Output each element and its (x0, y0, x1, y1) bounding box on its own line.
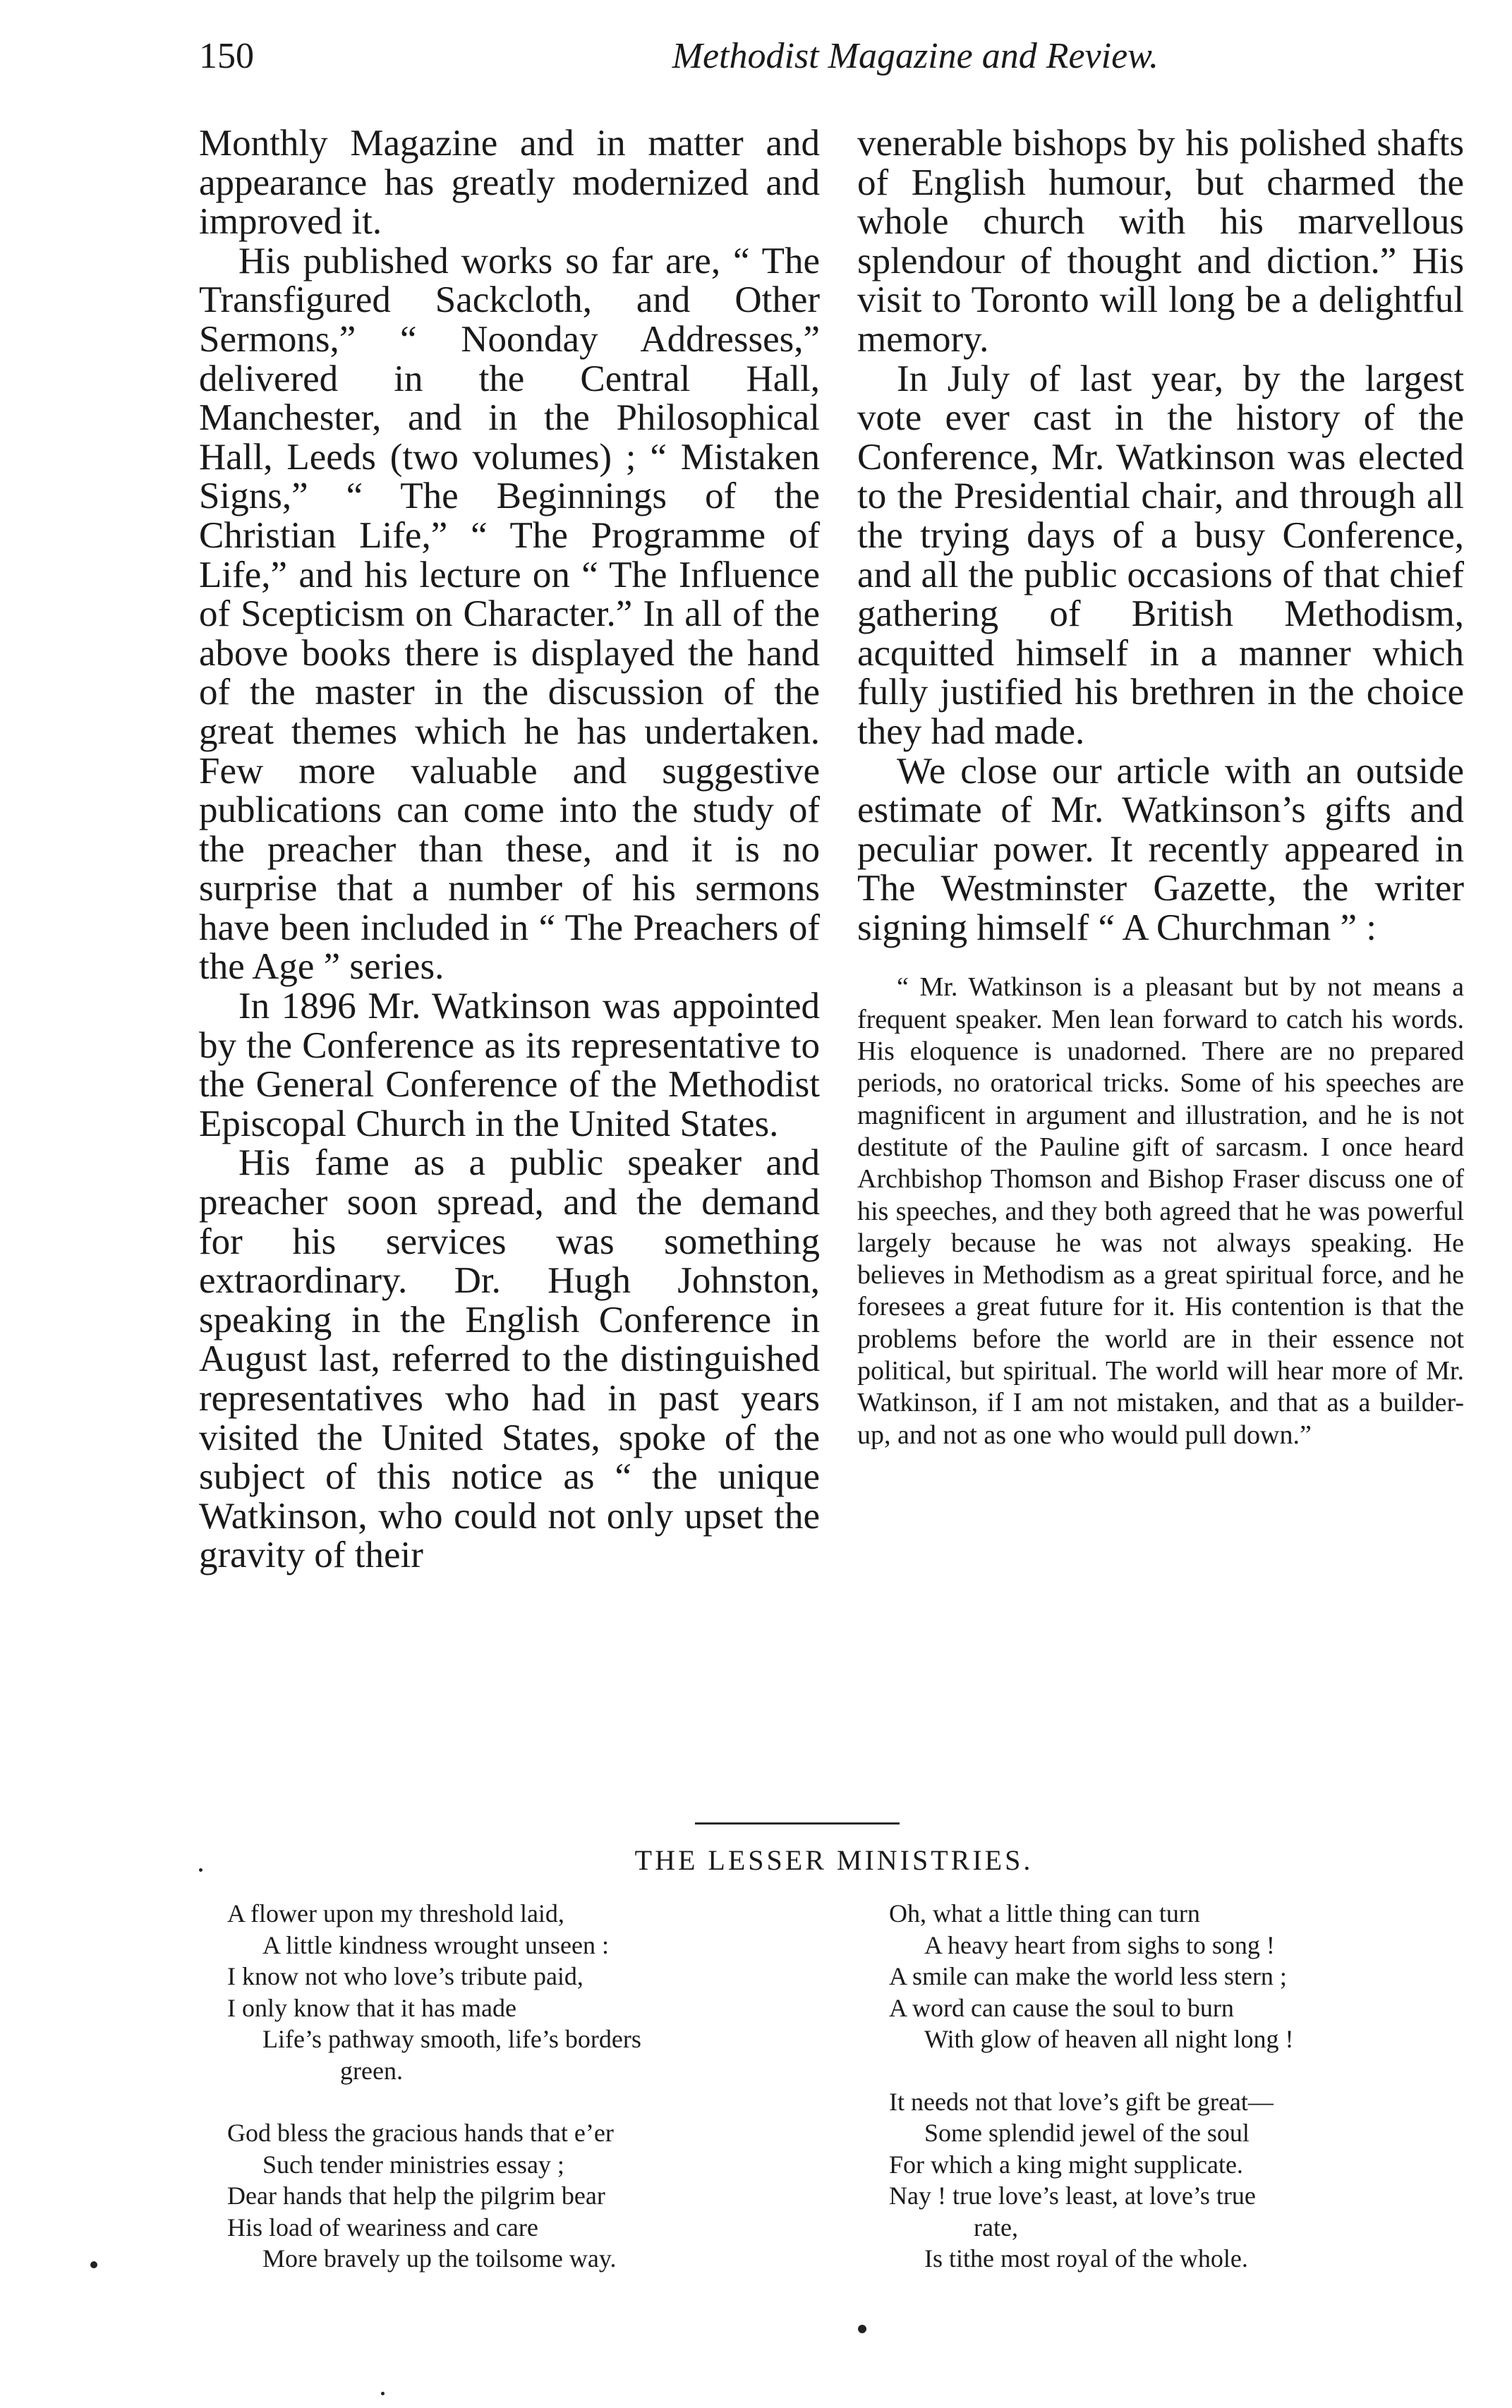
journal-title: Methodist Magazine and Review. (672, 36, 1159, 76)
poem-line: Oh, what a little thing can turn (889, 1899, 1200, 1928)
section-divider (695, 1822, 900, 1825)
poem-line: With glow of heaven all night long ! (924, 2025, 1294, 2053)
poem-line: More bravely up the toilsome way. (262, 2244, 617, 2273)
poem-line: A smile can make the world less stern ; (889, 1962, 1287, 1990)
poem-line: rate, (974, 2213, 1018, 2241)
article-paragraph: In July of last year, by the largest vote ever cast in the history of the Conference, Mr. Watkinson was elected to the Presidential chair, and through all the trying days of a busy Conference, and all the public occasions of that chief gathering of British Methodism, acquitted himself in a manner which fully justified his brethren in the choice they had made. (857, 358, 1464, 752)
article-paragraph: venerable bishops by his polished shafts of English humour, but charmed the whole church with his marvellous splendour of thought and diction.” His visit to Toronto will long be a delightful memory. (857, 123, 1464, 360)
poem-line: Nay ! true love’s least, at love’s true (889, 2182, 1256, 2210)
poem-line: For which a king might supplicate. (889, 2150, 1243, 2179)
poem-line: Is tithe most royal of the whole. (924, 2244, 1248, 2273)
poem-line: I know not who love’s tribute paid, (227, 1962, 583, 1990)
ink-speck (90, 2261, 97, 2268)
ink-speck (858, 2325, 866, 2333)
article-paragraph: His published works so far are, “ The Transfigured Sackcloth, and Other Sermons,” “ Noonday Addresses,” delivered in the Central Hall, Manchester, and in the Philosophical Hall, Leeds (two volumes) ; “ Mistaken Signs,” “ The Beginnings of the Christian Life,” “ The Programme of Life,” and his lecture on “ The Influence of Scepticism on Character.” In all of the above books there is displayed the hand of the master in the discussion of the great themes which he has undertaken. Few more valuable and suggestive publications can come into the study of the preacher than these, and it is no surprise that a number of his sermons have been included in “ The Preachers of the Age ” series. (199, 240, 820, 988)
poem-title: THE LESSER MINISTRIES. (634, 1844, 1034, 1876)
poem-right-column (889, 1898, 1293, 2275)
poem-line: God bless the gracious hands that e’er (227, 2119, 614, 2147)
churchman-quote (857, 972, 1464, 1451)
article-paragraph: In 1896 Mr. Watkinson was appointed by the Conference as its representative to the General Conference of the Methodist Episcopal Church in the United States. (199, 986, 820, 1144)
poem-stanza (227, 1898, 641, 2086)
poem-line: His load of weariness and care (227, 2213, 538, 2241)
poem-line: Some splendid jewel of the soul (924, 2119, 1250, 2147)
poem-line: Such tender ministries essay ; (262, 2150, 564, 2179)
article-right-column (857, 124, 1464, 1451)
article-left-column (199, 124, 820, 1575)
poem-stanza (889, 2086, 1293, 2275)
poem-line: I only know that it has made (227, 1993, 516, 2022)
ink-speck (381, 2392, 385, 2395)
poem-left-column (227, 1898, 641, 2275)
article-paragraph: His fame as a public speaker and preacher soon spread, and the demand for his services was something extraordinary. Dr. Hugh Johnston, speaking in the English Conference in August last, referred to the distinguished representatives who had in past years visited the United States, spoke of the subject of this notice as “ the unique Watkinson, who could not only upset the gravity of their (199, 1142, 820, 1576)
running-head (199, 35, 1159, 92)
poem-line: It needs not that love’s gift be great— (889, 2087, 1274, 2116)
poem-stanza (227, 2117, 641, 2275)
ink-speck (199, 1868, 202, 1872)
poem-line: A flower upon my threshold laid, (227, 1899, 564, 1928)
article-paragraph: We close our article with an outside estimate of Mr. Watkinson’s gifts and peculiar power. It recently appeared in The Westminster Gazette, the writer signing himself “ A Churchman ” : (857, 750, 1464, 948)
poem-line: A little kindness wrought unseen : (262, 1930, 609, 1959)
poem-line: A heavy heart from sighs to song ! (924, 1930, 1275, 1959)
article-paragraph: Monthly Magazine and in matter and appearance has greatly modernized and improved it. (199, 123, 820, 243)
poem-stanza (889, 1898, 1293, 2055)
poem-line: green. (340, 2056, 403, 2085)
poem-line: A word can cause the soul to burn (889, 1993, 1234, 2022)
poem-line: Dear hands that help the pilgrim bear (227, 2182, 605, 2210)
quote-text: “ Mr. Watkinson is a pleasant but by not means a frequent speaker. Men lean forward to catch his words. His eloquence is unadorned. There are no prepared periods, no oratorical tricks. Some of his speeches are magnificent in argument and illustration, and he is not destitute of the Pauline gift of sarcasm. I once heard Archbishop Thomson and Bishop Fraser discuss one of his speeches, and they both agreed that he was powerful largely because he was not always speaking. He believes in Methodism as a great spiritual force, and he foresees a great future for it. His contention is that the problems before the world are in their essence not political, but spiritual. The world will hear more of Mr. Watkinson, if I am not mistaken, and that as a builder-up, and not as one who would pull down.” (857, 972, 1464, 1450)
page-number: 150 (199, 36, 254, 76)
poem-line: Life’s pathway smooth, life’s borders (262, 2025, 641, 2053)
